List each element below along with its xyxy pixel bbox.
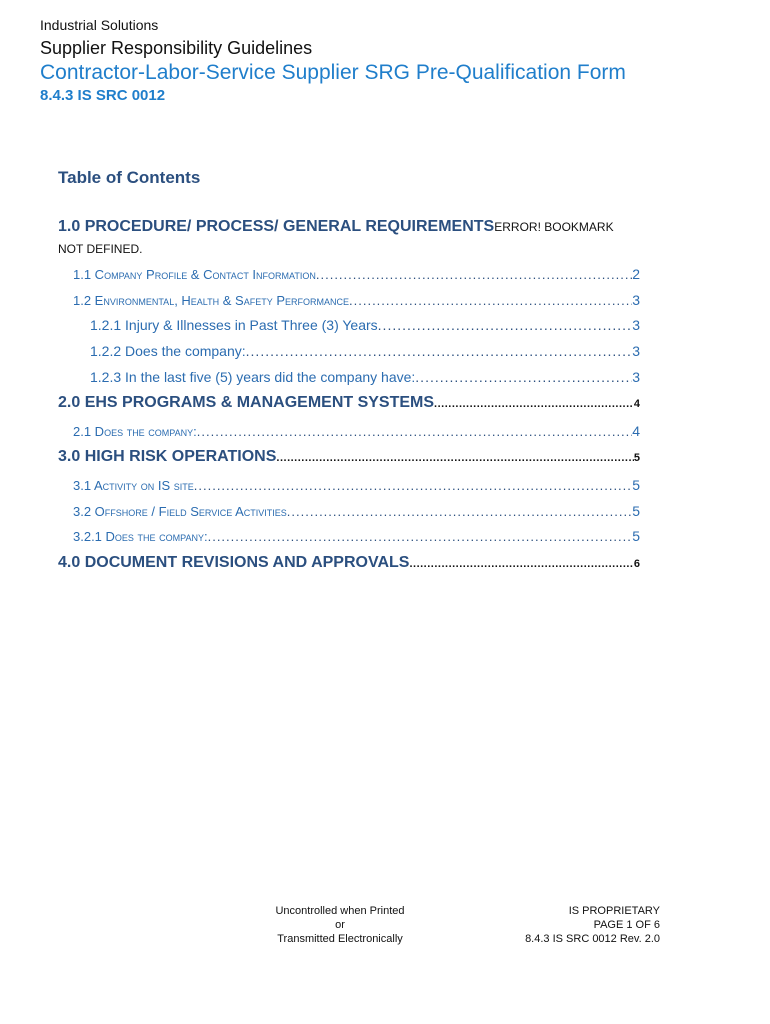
toc-page-number: 5 [632,477,640,493]
bookmark-error: ERROR! BOOKMARK [494,220,614,234]
toc-page-number: 3 [632,317,640,333]
toc-entry-4-0[interactable] [58,554,640,572]
toc-entry-label: 2.1 Does the company: [73,424,197,439]
toc-page-number: 3 [632,292,640,308]
toc-page-number: 5 [632,528,640,544]
org-name: Industrial Solutions [40,17,159,33]
toc-entry-label: 1.2.2 Does the company: [90,343,246,359]
toc-page-number: 3 [632,369,640,385]
toc-entry-label: 3.2.1 Does the company: [73,529,208,544]
toc-entry-3-0[interactable] [58,448,640,466]
toc-entry-1-2-2[interactable] [90,343,640,359]
footer-document-info [490,904,660,946]
toc-entry-2-1[interactable] [73,423,640,439]
leader-dots [287,504,632,519]
leader-dots [434,398,634,410]
toc-page-number: 6 [633,558,640,570]
toc-entry-label: 2.0 EHS PROGRAMS & MANAGEMENT SYSTEMS [58,394,435,411]
toc-entry-1-2-1[interactable] [90,317,640,333]
toc-page-number: 4 [632,423,640,439]
footer-uncontrolled-notice [255,904,425,946]
toc-heading: Table of Contents [58,168,201,187]
form-title: Contractor-Labor-Service Supplier SRG Pre-Qualification Form [40,61,626,84]
toc-entry-label: 4.0 DOCUMENT REVISIONS AND APPROVALS [58,554,410,571]
toc-entry-label: 1.2.3 In the last five (5) years did the company have: [90,369,416,385]
toc-entry-label: 1.2.1 Injury & Illnesses in Past Three (3) Years [90,317,378,333]
toc-entry-label: 1.2 Environmental, Health & Safety Performance [73,293,350,308]
toc-entry-label: 3.0 HIGH RISK OPERATIONS [58,448,277,465]
leader-dots [197,424,632,439]
document-header [40,16,626,106]
footer-text: Uncontrolled when Printed [275,905,405,917]
toc-entry-3-2[interactable] [73,503,640,519]
document-code: 8.4.3 IS SRC 0012 [40,87,166,104]
toc-entry-1-2-3[interactable] [90,369,640,385]
leader-dots [409,558,633,570]
leader-dots [208,529,633,544]
toc-page-number: 5 [633,452,640,464]
leader-dots [276,452,633,464]
footer-text: Transmitted Electronically [277,933,403,945]
leader-dots [316,267,632,282]
proprietary-label: IS PROPRIETARY [568,905,660,917]
page-indicator: PAGE 1 OF 6 [593,919,660,931]
toc-page-number: 3 [632,343,640,359]
leader-dots [378,317,633,333]
toc-entry-label: 3.2 Offshore / Field Service Activities [73,504,287,519]
toc-entry-label: 1.1 Company Profile & Contact Information [73,267,316,282]
bookmark-error-continued: NOT DEFINED. [58,242,143,256]
toc-page-number: 2 [632,266,640,282]
revision-label: 8.4.3 IS SRC 0012 Rev. 2.0 [525,933,660,945]
leader-dots [194,478,632,493]
toc-entry-label: 3.1 Activity on IS site [73,478,194,493]
toc-entry-1-2[interactable] [73,292,640,308]
toc-page-number: 4 [633,398,640,410]
toc-entry-2-0[interactable] [58,394,640,412]
toc-entry-1-1[interactable] [73,266,640,282]
leader-dots [246,343,633,359]
toc-entry-1-0[interactable] [58,218,614,236]
guidelines-title: Supplier Responsibility Guidelines [40,38,313,58]
leader-dots [349,293,632,308]
footer-text: or [335,919,345,931]
toc-entry-label: 1.0 PROCEDURE/ PROCESS/ GENERAL REQUIREMENTS [58,218,495,235]
toc-entry-3-2-1[interactable] [73,528,640,544]
toc-page-number: 5 [632,503,640,519]
leader-dots [415,369,632,385]
toc-entry-3-1[interactable] [73,477,640,493]
